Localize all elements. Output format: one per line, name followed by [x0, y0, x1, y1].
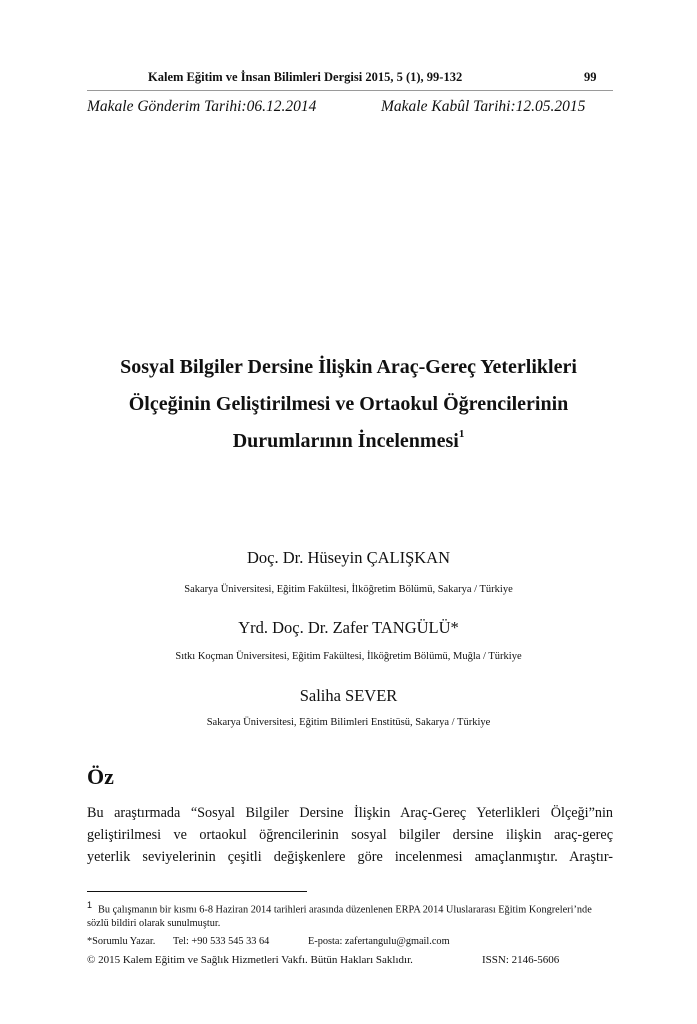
abstract-line: Bu araştırmada “Sosyal Bilgiler Dersine İlişkin Araç-Gereç Yeterlikleri Ölçeği”nin — [87, 805, 613, 821]
author-name: Yrd. Doç. Dr. Zafer TANGÜLÜ* — [238, 618, 459, 637]
submission-date: Makale Gönderim Tarihi:06.12.2014 — [87, 98, 317, 115]
copyright-text: © 2015 Kalem Eğitim ve Sağlık Hizmetleri Vakfı. Bütün Hakları Saklıdır. — [87, 954, 413, 966]
author-affiliation: Sıtkı Koçman Üniversitesi, Eğitim Fakültesi, İlköğretim Bölümü, Muğla / Türkiye — [175, 651, 522, 662]
article-title-text: Durumlarının İncelenmesi — [232, 430, 459, 452]
footnote-text: Bu çalışmanın bir kısmı 6-8 Haziran 2014 tarihleri arasında düzenlenen ERPA 2014 Uluslararası Eğitim Kongreleri’nde sözlü bildiri olarak sunulmuştur. — [87, 904, 592, 930]
title-footnote-mark[interactable]: 1 — [458, 428, 465, 441]
contact-phone: Tel: +90 533 545 33 64 — [173, 936, 270, 947]
journal-header: Kalem Eğitim ve İnsan Bilimleri Dergisi 2015, 5 (1), 99-132 — [148, 70, 463, 84]
header-divider — [87, 90, 613, 91]
footnote — [87, 898, 613, 931]
article-title-line-2: Ölçeğinin Geliştirilmesi ve Ortaokul Öğrencilerinin — [128, 393, 569, 415]
abstract-line: yeterlik seviyelerinin çeşitli değişkenlere göre incelenmesi amaçlanmıştır. Araştır- — [87, 849, 613, 865]
footnote-mark: 1 — [87, 900, 93, 910]
copyright-line — [87, 954, 560, 966]
article-title-line-1: Sosyal Bilgiler Dersine İlişkin Araç-Gereç Yeterlikleri — [120, 356, 577, 378]
author-name: Doç. Dr. Hüseyin ÇALIŞKAN — [246, 548, 451, 567]
corresponding-author-label: *Sorumlu Yazar. — [87, 936, 156, 947]
author-affiliation: Sakarya Üniversitesi, Eğitim Fakültesi, İlköğretim Bölümü, Sakarya / Türkiye — [184, 584, 513, 595]
author-name: Saliha SEVER — [299, 686, 398, 705]
abstract-line: geliştirilmesi ve ortaokul öğrencilerinin sosyal bilgiler dersine ilişkin araç-gereç — [87, 827, 613, 843]
abstract-heading: Öz — [87, 764, 114, 789]
author-affiliation: Sakarya Üniversitesi, Eğitim Bilimleri Enstitüsü, Sakarya / Türkiye — [206, 717, 491, 728]
page-number: 99 — [584, 70, 597, 84]
acceptance-date: Makale Kabûl Tarihi:12.05.2015 — [381, 98, 586, 115]
contact-email[interactable]: E-posta: zafertangulu@gmail.com — [308, 936, 450, 947]
article-title-line-3 — [60, 423, 637, 459]
footnote-divider — [87, 891, 307, 892]
contact-info — [87, 936, 450, 947]
issn: ISSN: 2146-5606 — [482, 954, 560, 966]
